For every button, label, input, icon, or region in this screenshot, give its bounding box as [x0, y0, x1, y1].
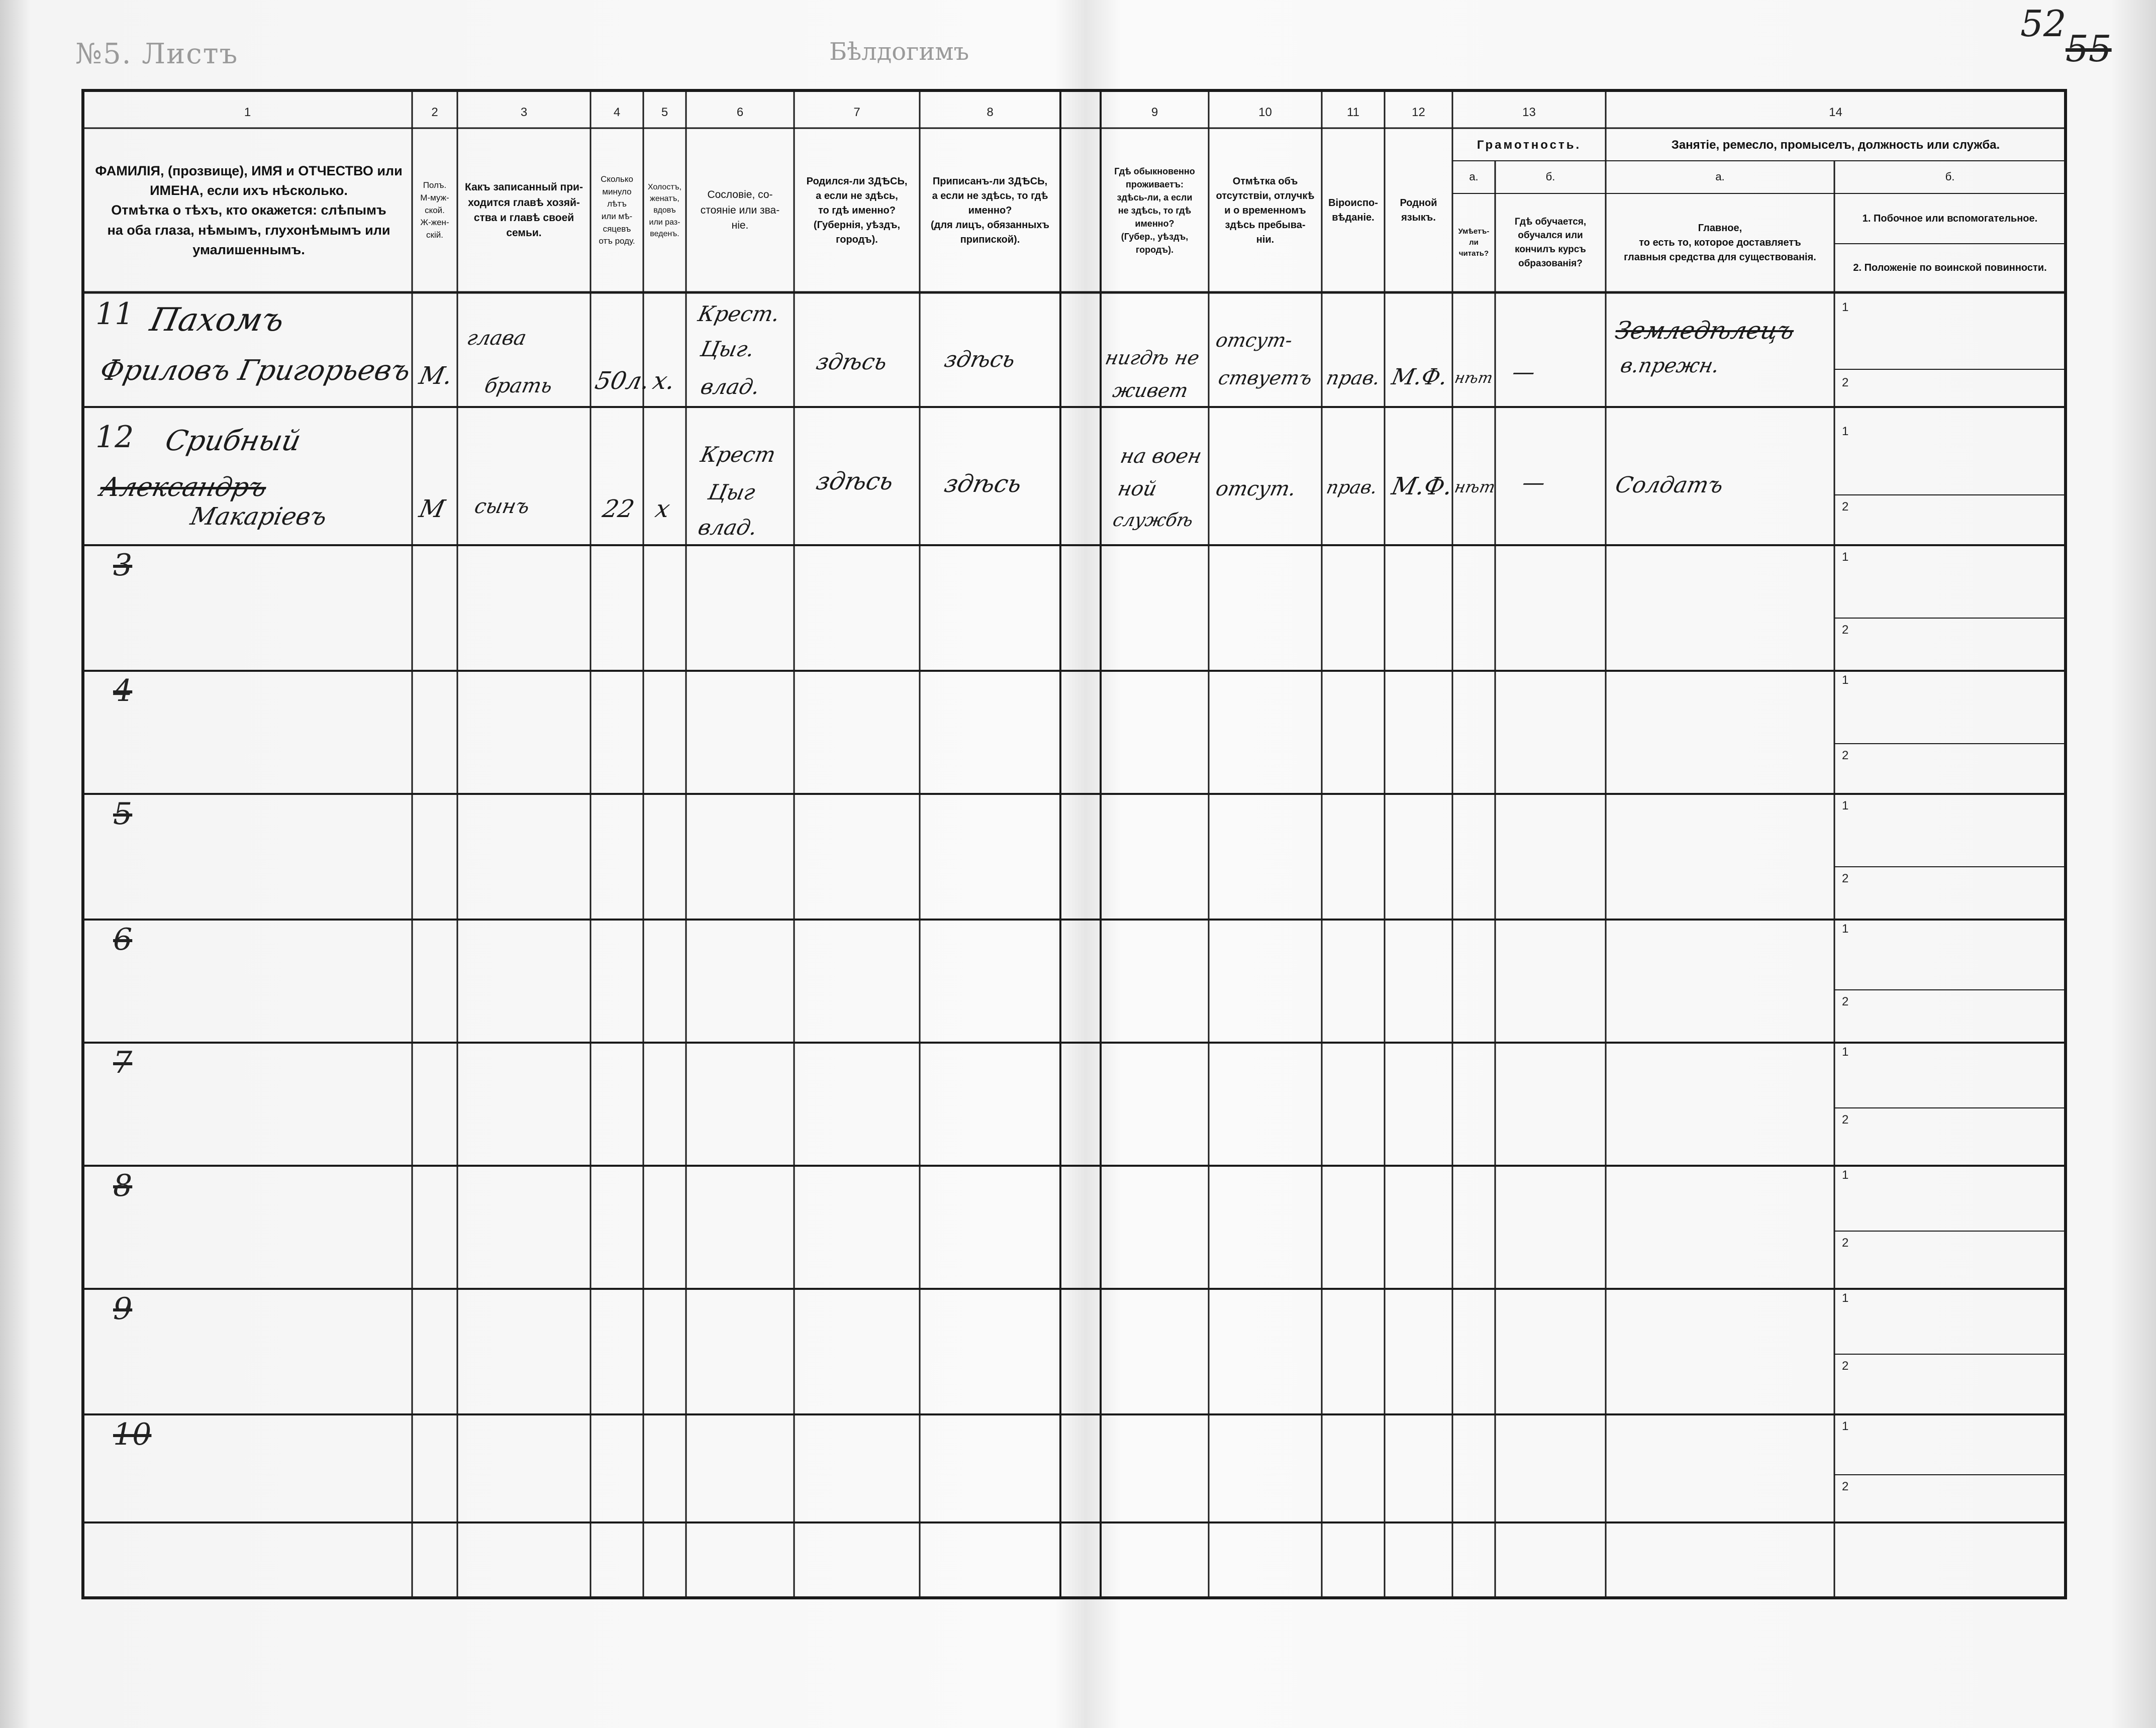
entry-2-estate-line1: Крест	[698, 442, 778, 467]
entry-1-sex: М.	[417, 362, 455, 390]
col-14a-header: Главное, то есть то, которое доставляетъ главныя средства для существованія.	[1624, 222, 1816, 263]
entry-1-occupation-line2: в.прежн.	[1618, 354, 1722, 377]
row-number-7: 7	[113, 1045, 133, 1080]
entry-2-estate-line2: Цыг	[706, 480, 758, 504]
sub-2: 2	[1842, 376, 1849, 389]
row-number-8: 8	[113, 1168, 133, 1203]
entry-1-name-line1: Пахомъ	[147, 301, 288, 339]
col-14b-header-1: 1. Побочное или вспомогательное.	[1862, 213, 2038, 224]
entry-1-religion: прав.	[1324, 367, 1383, 389]
entry-2-residence-line2: ной	[1116, 477, 1159, 500]
row-number-9: 9	[113, 1291, 133, 1327]
entry-1-absence-line1: отсут-	[1214, 329, 1295, 351]
entry-1-marital: х.	[650, 367, 678, 395]
entry-1-relation-line1: глава	[465, 327, 529, 350]
col-number-4: 4	[613, 106, 621, 119]
col-7-header: Родился-ли ЗДѢСЬ, а если не здѣсь, то гдѣ именно? (Губернія, уѣздъ, городъ).	[806, 175, 908, 245]
entry-2-residence-line3: службѣ	[1111, 510, 1195, 531]
entry-1-estate-line2: Цыг.	[698, 337, 757, 361]
entry-2-absence: отсут.	[1214, 477, 1299, 500]
entry-1-age: 50л.	[593, 367, 652, 395]
sub-1: 1	[1842, 300, 1849, 314]
sub-1: 1	[1842, 1419, 1849, 1433]
row-number-2: 12	[95, 420, 134, 455]
col-number-14: 14	[1829, 106, 1842, 119]
sub-2: 2	[1842, 1113, 1849, 1127]
col-12-header: Родной языкъ.	[1400, 197, 1437, 223]
entry-2-name-line2: Александръ	[97, 472, 269, 502]
entry-1-literacy: нѣт	[1453, 369, 1495, 387]
page-number-crossed: 55	[2066, 28, 2112, 70]
col-number-11: 11	[1347, 106, 1359, 119]
entry-1-residence-line2: живет	[1111, 379, 1190, 401]
col-13-header: Грамотность.	[1477, 138, 1582, 152]
entry-2-age: 22	[600, 495, 637, 523]
entry-2-registered: здѣсь	[942, 470, 1024, 498]
entry-2-name-line3: Макаріевъ	[188, 502, 330, 531]
entry-1-language: М.Ф.	[1389, 364, 1450, 390]
entry-2-residence-line1: на воен	[1118, 445, 1204, 468]
entry-2-marital: х	[653, 495, 673, 523]
faint-header-center: Бѣлдогимъ	[829, 38, 969, 66]
faint-header-left: №5. Листъ	[75, 38, 239, 70]
sub-1: 1	[1842, 1168, 1849, 1182]
row-number-6: 6	[113, 922, 133, 957]
col-number-1: 1	[244, 106, 251, 119]
entry-1-absence-line2: ствуетъ	[1216, 367, 1315, 389]
col-5-header: Холостъ, женатъ, вдовъ или раз- веденъ.	[647, 183, 682, 238]
entry-2-education: —	[1520, 470, 1548, 495]
col-number-9: 9	[1151, 106, 1158, 119]
col-14-header: Занятіе, ремесло, промыселъ, должность или служба.	[1671, 138, 2000, 152]
col-1-header: ФАМИЛІЯ, (прозвище), ИМЯ и ОТЧЕСТВО или ИМЕНА, если ихъ нѣсколько. Отмѣтка о тѣхъ, кто окажется: слѣпымъ на оба глаза, нѣмымъ, глухонѣмымъ или умалишеннымъ.	[95, 163, 403, 257]
col-13b-header: Гдѣ обучается, обучался или кончилъ курсъ образованія?	[1514, 216, 1587, 269]
sub-1: 1	[1842, 922, 1849, 936]
sub-1: 1	[1842, 425, 1849, 438]
entry-1-registered: здѣсь	[942, 347, 1018, 372]
col-number-10: 10	[1258, 106, 1272, 119]
entry-1-born: здѣсь	[814, 349, 890, 375]
col-number-3: 3	[520, 106, 528, 119]
col-4-header: Сколько минуло лѣтъ или мѣ- сяцевъ отъ роду.	[599, 174, 635, 246]
col-number-12: 12	[1412, 106, 1425, 119]
entry-1-name-line2: Фриловъ Григорьевъ	[97, 354, 414, 387]
col-8-header: Приписанъ-ли ЗДѢСЬ, а если не здѣсь, то гдѣ именно? (для лицъ, обязанныхъ припиской).	[931, 175, 1049, 245]
page-number: 52	[2020, 3, 2067, 45]
sub-2: 2	[1842, 995, 1849, 1008]
entry-2-relation: сынъ	[472, 495, 532, 518]
col-13b-label: б.	[1545, 170, 1555, 183]
entry-2-occupation: Солдатъ	[1613, 472, 1726, 498]
col-2-header: Полъ. М-муж- ской. Ж-жен- скій.	[420, 180, 449, 240]
col-number-13: 13	[1522, 106, 1536, 119]
sub-2: 2	[1842, 749, 1849, 762]
entry-1-estate-line1: Крест.	[696, 301, 782, 326]
col-11-header: Віроиспо- вѣданіе.	[1328, 197, 1378, 223]
entry-2-name-line1: Срибный	[162, 425, 304, 457]
sub-2: 2	[1842, 1480, 1849, 1493]
sub-2: 2	[1842, 623, 1849, 637]
col-14b-header-2: 2. Положеніе по воинской повинности.	[1853, 262, 2047, 273]
sub-2: 2	[1842, 500, 1849, 514]
col-number-7: 7	[853, 106, 860, 119]
entry-1-occupation-line1: Земледѣлецъ	[1613, 317, 1797, 345]
col-13a-label: а.	[1469, 170, 1479, 183]
row-number-10: 10	[113, 1417, 152, 1452]
sub-2: 2	[1842, 872, 1849, 885]
col-13a-header: Умѣетъ- ли читать?	[1458, 227, 1490, 258]
entry-2-sex: М	[417, 495, 448, 523]
entry-2-language: М.Ф.	[1389, 472, 1455, 500]
col-9-header: Гдѣ обыкновенно проживаетъ: здѣсь-ли, а если не здѣсь, то гдѣ именно? (Губер., уѣздъ, городъ).	[1114, 166, 1195, 255]
entry-2-born: здѣсь	[814, 467, 896, 495]
col-number-5: 5	[661, 106, 668, 119]
col-number-6: 6	[736, 106, 744, 119]
row-number-3: 3	[113, 548, 133, 583]
col-10-header: Отмѣтка объ отсутствіи, отлучкѣ и о временномъ здѣсь пребыва- ніи.	[1216, 175, 1315, 245]
entry-1-estate-line3: влад.	[698, 374, 762, 399]
entry-2-estate-line3: влад.	[696, 515, 760, 540]
entry-1-residence-line1: нигдѣ не	[1103, 347, 1202, 369]
sub-2: 2	[1842, 1359, 1849, 1373]
col-14a-label: а.	[1715, 170, 1725, 183]
row-number-4: 4	[113, 673, 133, 708]
col-number-2: 2	[431, 106, 438, 119]
sub-1: 1	[1842, 1291, 1849, 1305]
sub-1: 1	[1842, 673, 1849, 687]
entry-2-literacy: нѣт	[1452, 477, 1497, 496]
col-6-header: Сословіе, со- стояніе или зва- ніе.	[700, 189, 780, 232]
sub-2: 2	[1842, 1236, 1849, 1250]
sub-1: 1	[1842, 1045, 1849, 1059]
sub-1: 1	[1842, 799, 1849, 812]
row-number-5: 5	[113, 796, 133, 832]
entry-1-relation-line2: брать	[482, 374, 555, 397]
entry-1-education: —	[1510, 359, 1538, 385]
entry-2-religion: прав.	[1324, 477, 1380, 498]
sub-1: 1	[1842, 550, 1849, 564]
col-3-header: Какъ записанный при- ходится главѣ хозяй- ства и главѣ своей семьи.	[465, 181, 583, 239]
col-number-8: 8	[987, 106, 994, 119]
row-number-1: 11	[95, 296, 134, 332]
col-14b-label: б.	[1945, 170, 1955, 183]
